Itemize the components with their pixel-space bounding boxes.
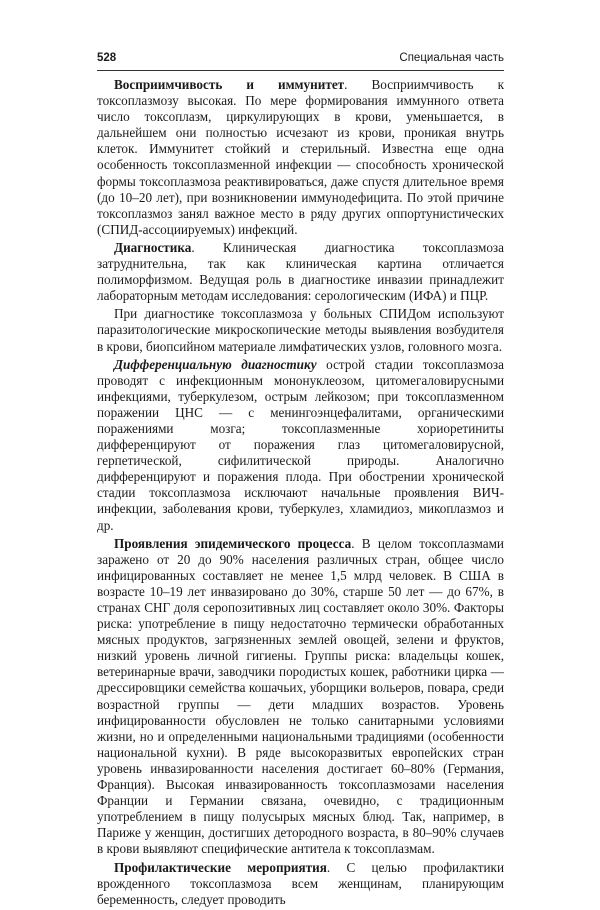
paragraph-lead: Профилактические мероприятия	[114, 859, 327, 875]
paragraph-text: При диагностике токсоплазмоза у больных СПИДом используют паразитологические микроскопические методы выявления возбудителя в крови, биопсийном материале лимфатических узлов, головного мозга.	[97, 306, 504, 354]
paragraph-lead: Восприимчивость и иммунитет	[114, 77, 345, 92]
paragraph-diagnostics	[97, 240, 504, 304]
paragraph-immunity	[97, 77, 504, 238]
header-rule	[97, 70, 504, 71]
paragraph-lead: Диагностика	[114, 239, 192, 255]
paragraph-text: . С целью профилактики врожденного токсоплазмоза всем женщинам, планирующим беременность, следует проводить	[97, 859, 505, 907]
paragraph-text: острой стадии токсоплазмоза проводят с инфекционным мононуклеозом, цитомегаловирусными инфекциями, туберкулезом, острым лейкозом; при токсоплазменном поражении ЦНС — с менингоэнцефалитами, органическими поражениями мозга; токсоплазменные хориоретиниты дифференцируют от поражения глаз цитомегаловирусной, герпетической, сифилитической природы. Аналогично дифференцируют и поражения плода. При обострении хронической стадии токсоплазмоза исключают начальные проявления ВИЧ-инфекции, заболевания крови, туберкулез, хламидиоз, микоплазмоз и др.	[97, 356, 504, 533]
running-title: Специальная часть	[399, 52, 504, 64]
page-number: 528	[97, 52, 117, 64]
paragraph-lead: Дифференциальную диагностику	[114, 356, 317, 372]
paragraph-differential-diagnostics	[97, 357, 504, 534]
paragraph-text: . Восприимчивость к токсоплазмозу высокая. По мере формирования иммунного ответа число токсоплазм, циркулирующих в крови, уменьшается, в дальнейшем они полностью исчезают из крови, проникая внутрь клеток. Иммунитет стойкий и стерильный. Известна еще одна особенность токсоплазменной инфекции — способность хронической формы токсоплазмоза реактивироваться, даже спустя длительное время (до 10–20 лет), при возникновении иммунодефицита. По этой причине токсоплазмоз занял важное место в ряду других оппортунистических (СПИД-ассоциируемых) инфекций.	[97, 77, 504, 237]
paragraph-text: . В целом токсоплазмами заражено от 20 до 90% населения различных стран, общее число инфицированных составляет не менее 1,5 млрд человек. В США в возрасте 10–19 лет инвазировано до 30%, старше 50 лет — до 67%, в странах СНГ доля серопозитивных лиц составляет около 30%. Факторы риска: употребление в пищу недостаточно термически обработанных мясных продуктов, загрязненных землей овощей, зелени и фруктов, низкий уровень личной гигиены. Группы риска: владельцы кошек, ветеринарные врачи, заводчики породистых кошек, работники цирка — дрессировщики семейства кошачьих, уборщики вольеров, повара, среди возрастной группы — дети младших возрастов. Уровень инфицированности обусловлен не только санитарными условиями жизни, но и определенными национальными традициями (особенности национальной кухни). В ряде высокоразвитых европейских стран уровень инвазированности населения достигает 60–80% (Германия, Франция). Высокая инвазированность токсоплазмозами населения Франции и Германии связана, очевидно, с традиционным употреблением в пищу полусырых мясных блюд. Так, например, в Париже у женщин, достигших детородного возраста, в 80–90% случаев в крови выявляют специфические антитела к токсоплазмам.	[97, 535, 504, 857]
paragraph-text: . Клиническая диагностика токсоплазмоза затруднительна, так как клиническая картина отличается полиморфизмом. Ведущая роль в диагностике инвазии принадлежит лабораторным методам исследования: серологическим (ИФА) и ПЦР.	[97, 239, 504, 304]
paragraph-aids-diagnostics	[97, 306, 504, 354]
body-text	[97, 77, 504, 910]
paragraph-lead: Проявления эпидемического процесса	[114, 535, 352, 551]
paragraph-prevention	[97, 860, 504, 908]
page-header	[97, 52, 504, 70]
paragraph-epidemic-process	[97, 536, 504, 858]
